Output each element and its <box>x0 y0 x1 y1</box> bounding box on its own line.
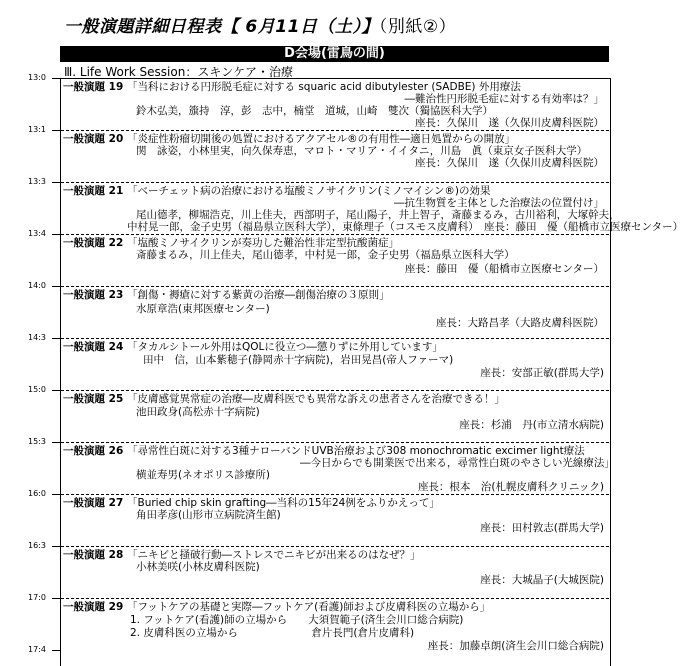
time-label: 17:4 <box>28 645 46 654</box>
talk-number: 一般演題 27 <box>63 497 124 509</box>
talk-authors: 横並寿男(ネオポリス診療所) <box>136 469 270 481</box>
talk-authors: 水原章浩(東邦医療センター) <box>136 303 270 315</box>
talk-number: 一般演題 25 <box>63 393 124 405</box>
talk-chair: 座長：久保川 遂（久保川皮膚科医院） <box>415 157 604 169</box>
talk-chair: 座長：安部正敏(群馬大学) <box>480 367 604 379</box>
talk-subtitle: ―抗生物質を主体とした治療法の位置付け」 <box>394 197 604 209</box>
talk-number: 一般演題 19 <box>63 81 124 93</box>
page-title: 一般演題詳細日程表【 6月11日（土）】（別紙②） <box>64 17 457 37</box>
talk-subitem-1: 1. フットケア(看護)師の立場から 大須賀範子(済生会川口総合病院) <box>130 614 464 626</box>
talk-chair: 座長：大城晶子(大城医院) <box>480 574 604 586</box>
time-label: 14:0 <box>28 281 46 290</box>
time-label: 17:0 <box>28 593 46 602</box>
time-label: 15:3 <box>28 437 46 446</box>
slot-divider <box>61 494 609 495</box>
talk-number: 一般演題 21 <box>63 185 124 197</box>
title-suffix: （別紙②） <box>378 17 457 37</box>
slot-divider <box>61 338 609 339</box>
time-label: 16:3 <box>28 541 46 550</box>
talk-title: 「ニキビと掻破行動―ストレスでニキビが出来るのはなぜ？」 <box>127 549 421 561</box>
talk-chair: 座長：加藤卓朗(済生会川口総合病院) <box>427 640 604 652</box>
talk-number: 一般演題 23 <box>63 289 124 301</box>
talk-authors: 角田孝彦(山形市立病院済生館) <box>136 509 281 521</box>
talk-title: 「塩酸ミノサイクリンが奏功した難治性非定型抗酸菌症」 <box>127 237 400 249</box>
talk-number: 一般演題 28 <box>63 549 124 561</box>
talk-number: 一般演題 24 <box>63 341 124 353</box>
time-label: 16:0 <box>28 489 46 498</box>
time-tick <box>52 130 60 131</box>
slot-divider <box>61 182 609 183</box>
talk-authors: 田中 信，山本紫穂子(静岡赤十字病院)，岩田晃昌(帝人ファーマ) <box>143 354 454 366</box>
talk-authors: 斎藤まるみ，川上佳夫，尾山德孝，中村晃一郎，金子史男（福島県立医科大学） <box>136 249 515 261</box>
talk-subtitle: ―今日からでも開業医で出来る，尋常性白斑のやさしい光線療法」 <box>300 457 615 469</box>
talk-chair: 座長：大路昌孝（大路皮膚科医院） <box>436 317 604 329</box>
time-tick <box>52 338 60 339</box>
time-tick <box>52 598 60 599</box>
time-label: 13:1 <box>28 125 46 134</box>
talk-title: 「炎症性粉瘤切開後の処置におけるアクアセル®の有用性―適日処置からの開放」 <box>127 133 516 145</box>
time-tick <box>52 442 60 443</box>
talk-number: 一般演題 26 <box>63 445 124 457</box>
talk-subtitle: ―難治性円形脱毛症に対する有効率は？」 <box>404 93 604 105</box>
slot-divider <box>61 546 609 547</box>
talk-title: 「創傷・褥瘡に対する紫黄の治療―創傷治療の３原則」 <box>127 289 390 301</box>
slot-divider <box>61 390 609 391</box>
time-tick <box>52 234 60 235</box>
time-label: 13:0 <box>28 73 46 82</box>
talk-number: 一般演題 20 <box>63 133 124 145</box>
talk-title: 「フットケアの基礎と実際―フットケア(看護)師および皮膚科医の立場から」 <box>127 601 491 613</box>
talk-title: 「皮膚感覚異常症の治療―皮膚科医でも異常な訴えの患者さんを治療できる！」 <box>127 393 505 405</box>
talk-title: 「尋常性白斑に対する3種ナローバンドUVB治療および308 monochromatic excimer light療法 <box>127 445 585 457</box>
talk-subitem-2: 2. 皮膚科医の立場から 倉片長門(倉片皮膚科) <box>130 627 415 639</box>
slot-divider <box>61 130 609 131</box>
slot-divider <box>61 286 609 287</box>
time-label: 14:3 <box>28 333 46 342</box>
talk-authors: 関 詠姿，小林里実，向久保寿恵，マロト・マリア・イイタニ，川島 眞（東京女子医科大学） <box>136 145 588 157</box>
talk-title: 「ベーチェット病の治療における塩酸ミノサイクリン(ミノマイシン®)の効果 <box>127 185 491 197</box>
talk-number: 一般演題 22 <box>63 237 124 249</box>
talk-authors: 鈴木弘美，籏持 淳，彭 志中，楠堂 道城，山崎 雙次（獨協医科大学） <box>136 105 493 117</box>
talk-number: 一般演題 29 <box>63 601 124 613</box>
session-title: Ⅲ. Life Work Session：スキンケア・治療 <box>64 65 293 79</box>
talk-title: 「Buried chip skin grafting―当科の15年24例をふりかえって」 <box>127 497 440 509</box>
time-tick <box>52 650 60 651</box>
talk-authors: 尾山德孝，柳堀浩克，川上佳夫，西部明子，尾山陽子，井上智子，斎藤まるみ，古川裕利，大塚幹夫， <box>136 209 620 221</box>
talk-authors: 小林美咲(小林皮膚科医院) <box>136 561 260 573</box>
time-tick <box>52 78 60 79</box>
time-tick <box>52 286 60 287</box>
hall-header: D会場(雷鳥の間) <box>60 46 609 62</box>
talk-chair: 座長：久保川 遂（久保川皮膚科医院） <box>415 117 604 129</box>
time-label: 13:3 <box>28 177 46 186</box>
talk-chair: 座長：田村敦志(群馬大学) <box>480 522 604 534</box>
time-tick <box>52 546 60 547</box>
talk-title: 「当科における円形脱毛症に対する squaric acid dibutylester (SADBE) 外用療法 <box>127 81 521 93</box>
talk-chair: 座長：根本 治(札幌皮膚科クリニック) <box>417 481 604 493</box>
talk-authors-cont: 中村晃一郎，金子史男（福島県立医科大学），東條理子（コスモス皮膚科） 座長：藤田 優（船橋市立医療センター） <box>127 221 684 233</box>
time-tick <box>52 182 60 183</box>
time-tick <box>52 494 60 495</box>
slot-divider <box>61 234 609 235</box>
time-label: 15:0 <box>28 385 46 394</box>
slot-divider <box>61 442 609 443</box>
talk-title: 「タカルシトール外用はQOLに役立つ―懲りずに外用しています」 <box>127 341 443 353</box>
talk-authors: 池田政身(高松赤十字病院) <box>136 406 260 418</box>
talk-chair: 座長：杉浦 丹(市立清水病院) <box>459 419 604 431</box>
slot-divider <box>61 598 609 599</box>
time-label: 13:4 <box>28 229 46 238</box>
time-tick <box>52 390 60 391</box>
talk-chair: 座長：藤田 優（船橋市立医療センター） <box>404 263 604 275</box>
